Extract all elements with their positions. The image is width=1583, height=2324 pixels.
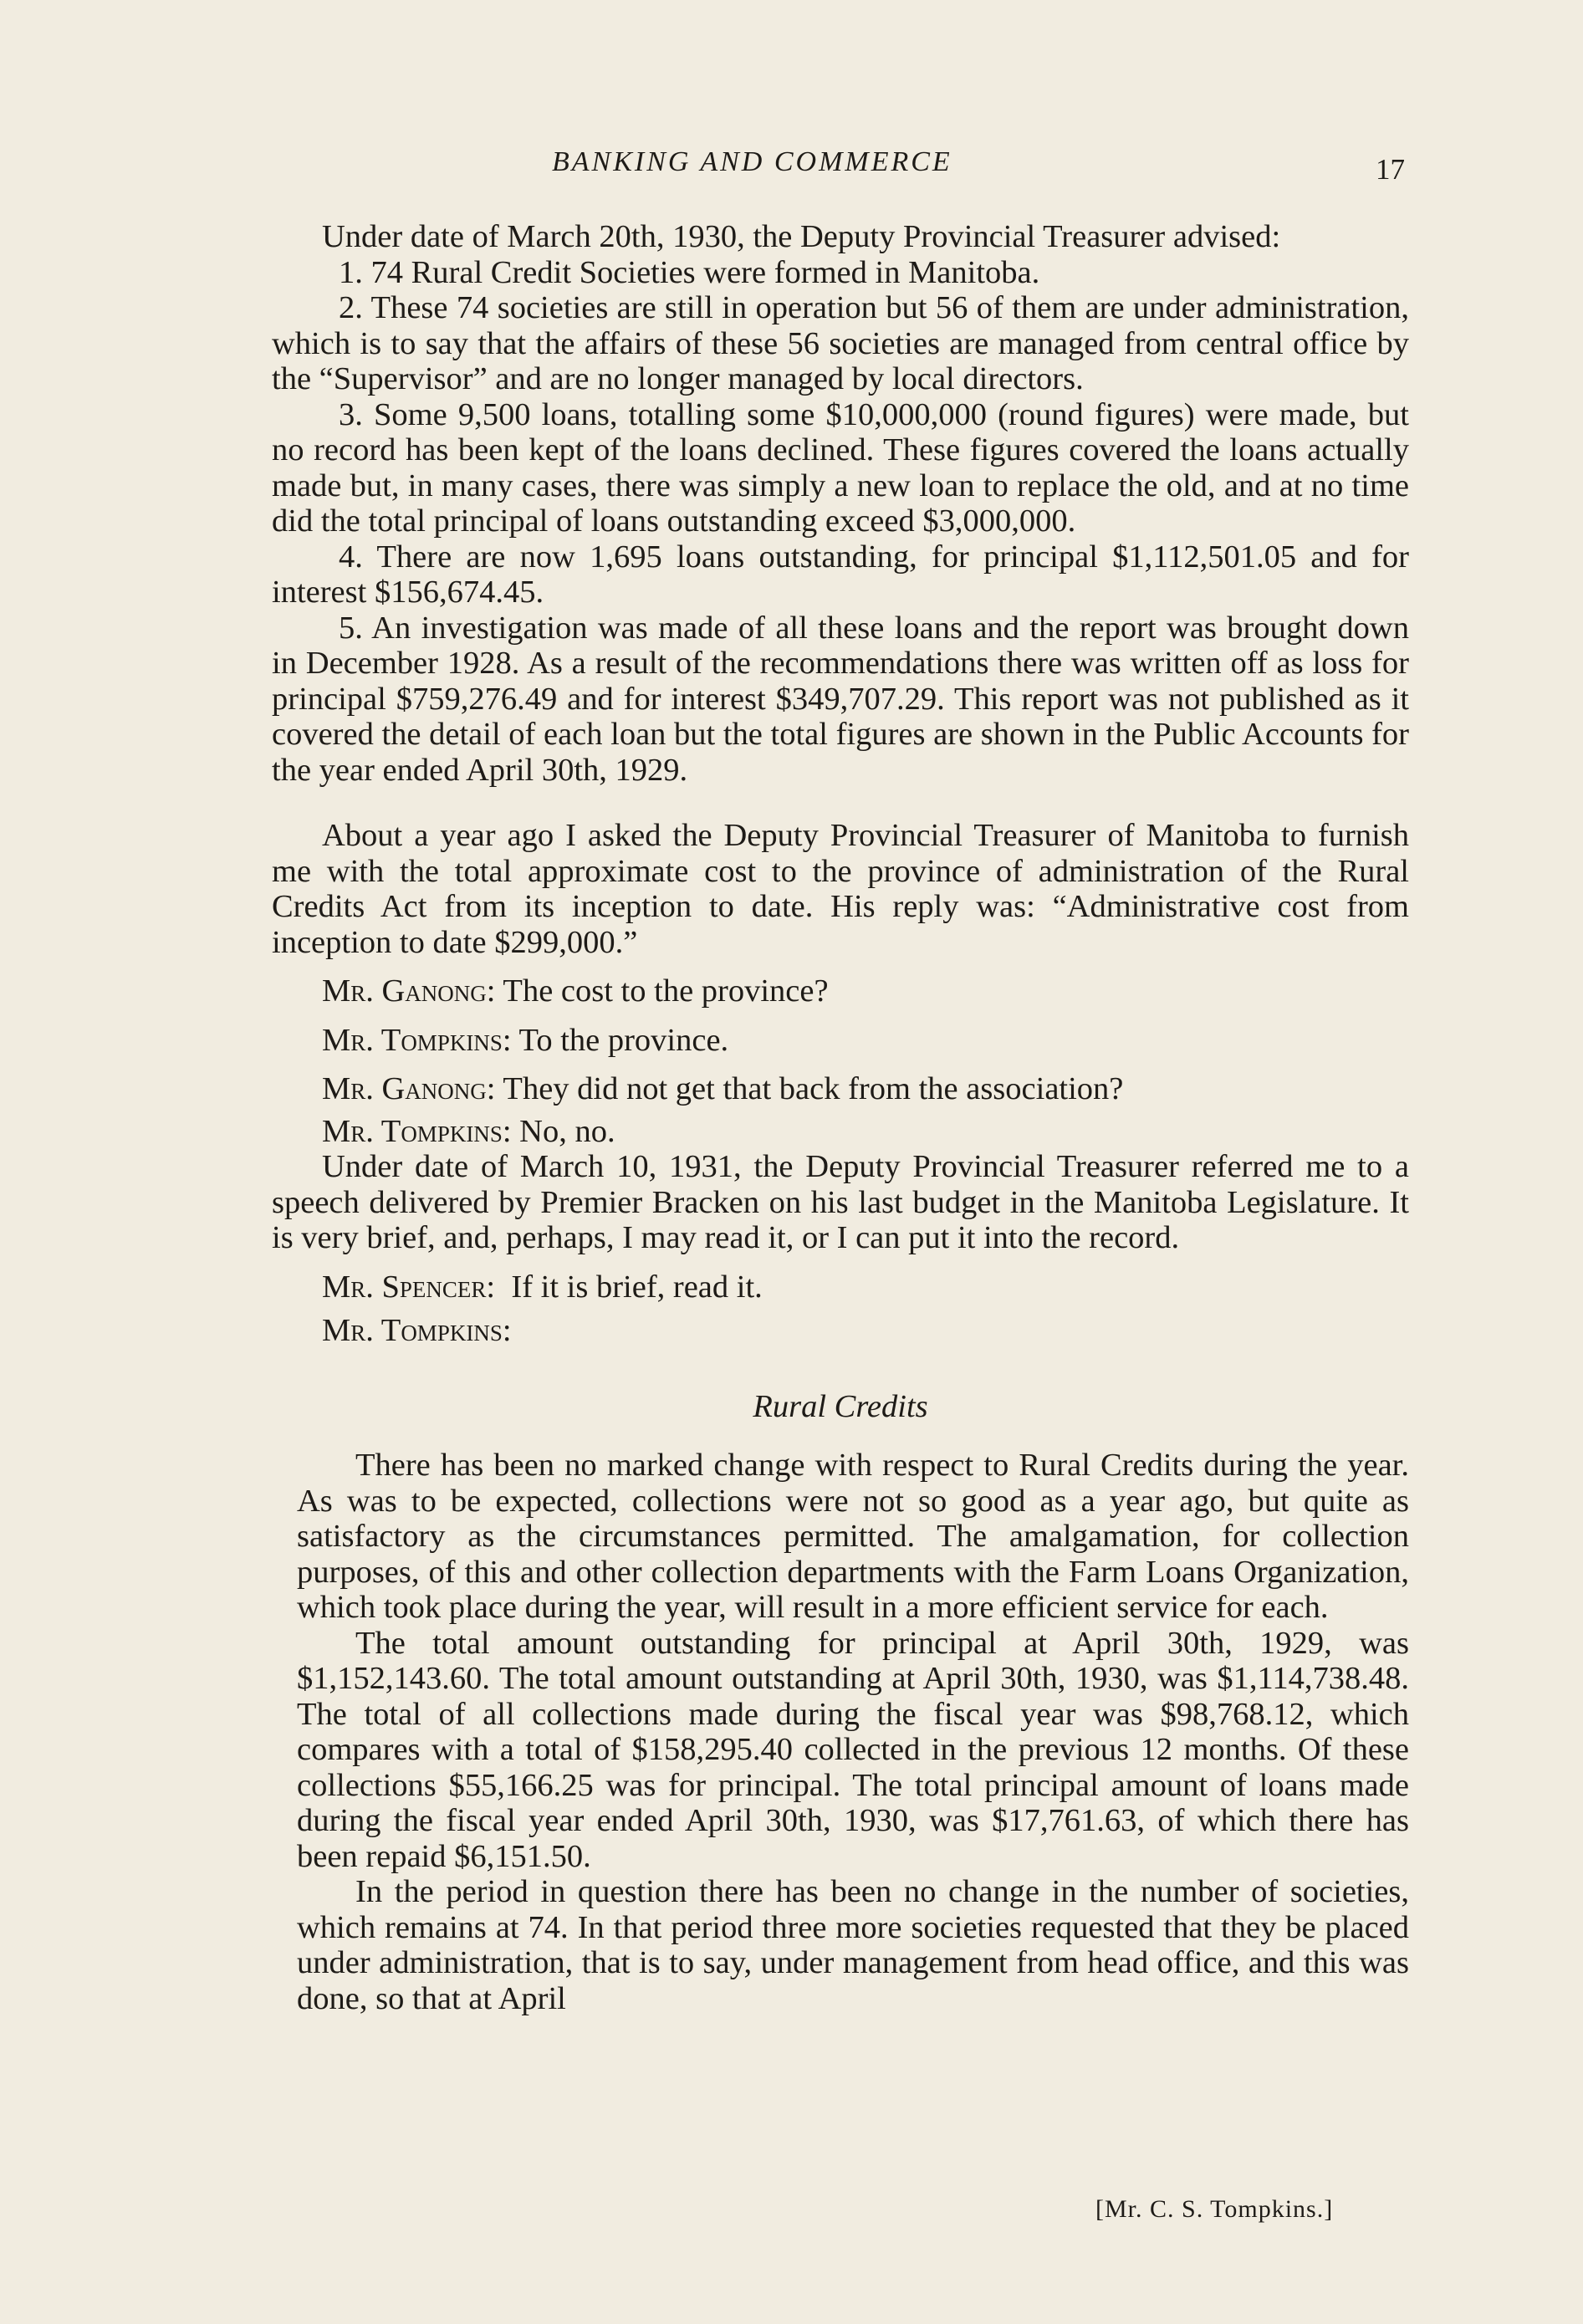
page-body: [272, 219, 1409, 2016]
speaker-name: Mr. Ganong:: [322, 1071, 496, 1106]
dialogue-line: [272, 1269, 1409, 1305]
speaker-name: Mr. Tompkins:: [322, 1313, 512, 1348]
speech-text: The cost to the province?: [503, 973, 829, 1009]
year-ago-paragraph: About a year ago I asked the Deputy Provincial Treasurer of Manitoba to furnish me with the total approximate cost to the province of administration of the Rural Credits Act from its inception to date. His reply was: “Administrative cost from inception to date $299,000.”: [272, 818, 1409, 960]
budget-speech-quote: [297, 1448, 1409, 2016]
speaker-footer: [Mr. C. S. Tompkins.]: [1095, 2195, 1334, 2223]
dialogue-line: [272, 1071, 1409, 1107]
dialogue-line: [272, 1023, 1409, 1059]
speaker-name: Mr. Tompkins:: [322, 1022, 512, 1058]
speech-text: No, no.: [519, 1113, 615, 1149]
march-1931-paragraph: Under date of March 10, 1931, the Deputy Provincial Treasurer referred me to a speech delivered by Premier Bracken on his last budget in the Manitoba Legislature. It is very brief, and, perhaps, I may read it, or I can put it into the record.: [272, 1149, 1409, 1255]
list-item: 4. There are now 1,695 loans outstanding, for principal $1,112,501.05 and for interest $156,674.45.: [272, 539, 1409, 610]
speech-text: If it is brief, read it.: [511, 1269, 763, 1305]
list-item: 5. An investigation was made of all these loans and the report was brought down in December 1928. As a result of the recommendations there was written off as loss for principal $759,276.49 and for interest $349,707.29. This report was not published as it covered the detail of each loan but the total figures are shown in the Public Accounts for the year ended April 30th, 1929.: [272, 610, 1409, 788]
speaker-name: Mr. Tompkins:: [322, 1113, 512, 1149]
speaker-name: Mr. Ganong:: [322, 973, 496, 1009]
quote-paragraph: The total amount outstanding for principal at April 30th, 1929, was $1,152,143.60. The total amount outstanding at April 30th, 1930, was $1,114,738.48. The total of all collections made during the fiscal year was $98,768.12, which compares with a total of $158,295.40 collected in the previous 12 months. Of these collections $55,166.25 was for principal. The total principal amount of loans made during the fiscal year ended April 30th, 1930, was $17,761.63, of which there has been repaid $6,151.50.: [297, 1625, 1409, 1874]
list-item: 3. Some 9,500 loans, totalling some $10,000,000 (round figures) were made, but no record has been kept of the loans declined. These figures covered the loans actually made but, in many cases, there was simply a new loan to replace the old, and at no time did the total principal of loans outstanding exceed $3,000,000.: [272, 396, 1409, 539]
list-item: 2. These 74 societies are still in operation but 56 of them are under administration, which is to say that the affairs of these 56 societies are managed from central office by the “Supervisor” and are no longer managed by local directors.: [272, 290, 1409, 396]
section-title: Rural Credits: [753, 1388, 928, 1424]
speech-text: They did not get that back from the association?: [503, 1071, 1124, 1106]
intro-paragraph: Under date of March 20th, 1930, the Deputy Provincial Treasurer advised:: [322, 219, 1281, 254]
list-item: 1. 74 Rural Credit Societies were formed in Manitoba.: [339, 254, 1040, 290]
running-head: BANKING AND COMMERCE: [552, 146, 952, 177]
dialogue-line: [272, 973, 1409, 1009]
page-number: 17: [1376, 153, 1405, 186]
speech-text: To the province.: [518, 1022, 729, 1058]
quote-paragraph: There has been no marked change with respect to Rural Credits during the year. As was to be expected, collections were not so good as a year ago, but quite as satisfactory as the circumstances permitted. The amalgamation, for collection purposes, of this and other collection departments with the Farm Loans Organization, which took place during the year, will result in a more efficient service for each.: [297, 1448, 1409, 1625]
treasurer-advice-list: [272, 255, 1409, 789]
dialogue-line: [272, 1313, 1409, 1349]
speaker-name: Mr. Spencer:: [322, 1269, 496, 1305]
quote-paragraph: In the period in question there has been no change in the number of societies, which remains at 74. In that period three more societies requested that they be placed under administration, that is to say, under management from head office, and this was done, so that at April: [297, 1874, 1409, 2016]
dialogue-line: [272, 1114, 1409, 1150]
page-header: [0, 146, 1583, 197]
